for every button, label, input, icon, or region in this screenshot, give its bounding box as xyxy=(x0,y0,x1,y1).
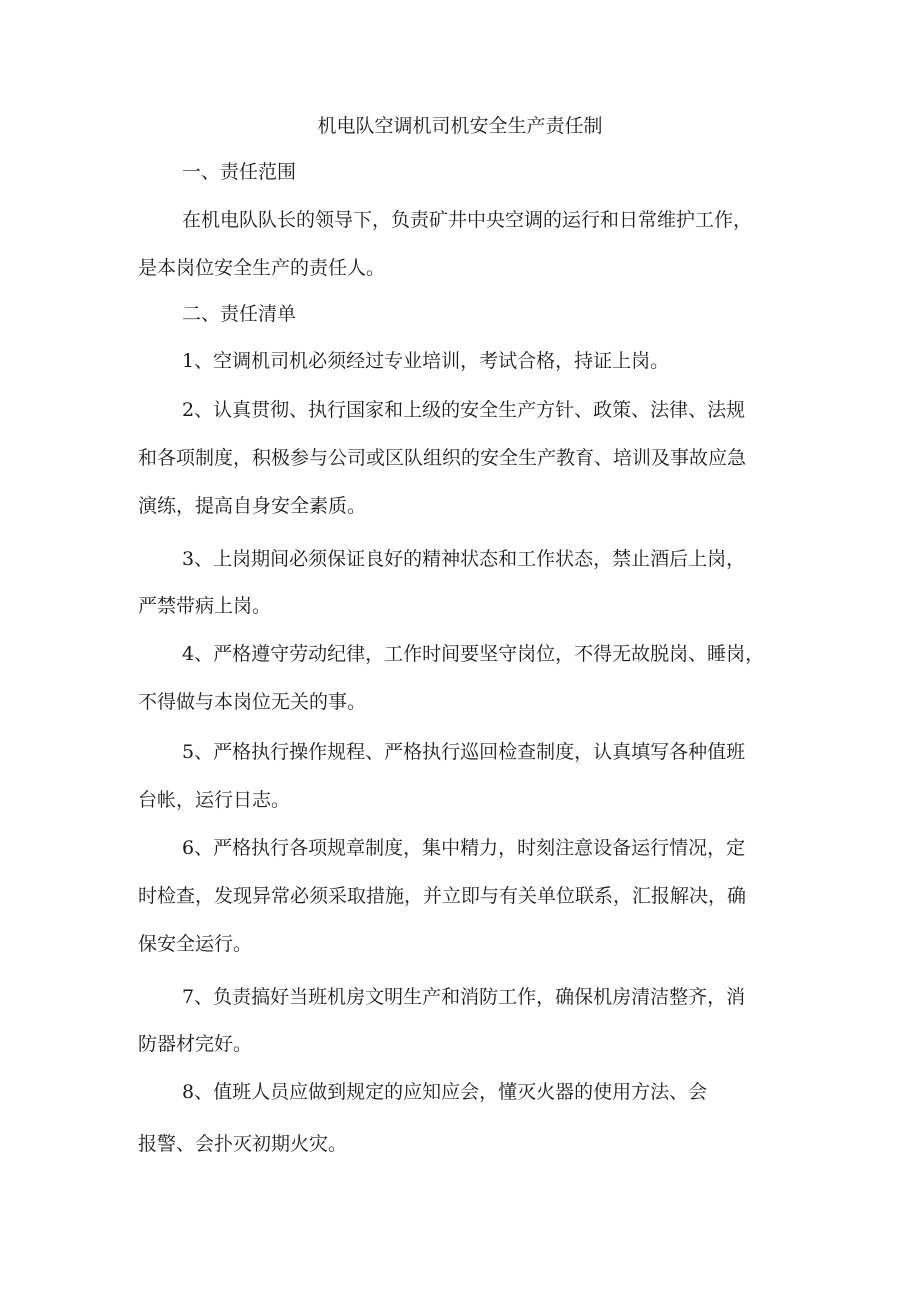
list-item-1-line: 1、空调机司机必须经过专业培训，考试合格，持证上岗。 xyxy=(182,350,670,372)
list-item-4-line: 不得做与本岗位无关的事。 xyxy=(138,691,367,713)
list-item-2-line: 演练，提高自身安全素质。 xyxy=(138,495,367,517)
list-item-4-line: 4、严格遵守劳动纪律，工作时间要坚守岗位，不得无故脱岗、睡岗， xyxy=(182,643,765,665)
list-item-5-line: 5、严格执行操作规程、严格执行巡回检查制度，认真填写各种值班 xyxy=(182,741,746,763)
list-item-7-line: 防器材完好。 xyxy=(138,1033,253,1055)
list-item-2-line: 2、认真贯彻、执行国家和上级的安全生产方针、政策、法律、法规 xyxy=(182,399,746,421)
paragraph-line: 在机电队队长的领导下，负责矿井中央空调的运行和日常维护工作， xyxy=(182,209,753,231)
list-item-3-line: 3、上岗期间必须保证良好的精神状态和工作状态，禁止酒后上岗， xyxy=(182,548,746,570)
list-item-5-line: 台帐，运行日志。 xyxy=(138,789,291,811)
list-item-6-line: 保安全运行。 xyxy=(138,933,253,955)
list-item-7-line: 7、负责搞好当班机房文明生产和消防工作，确保机房清洁整齐，消 xyxy=(182,986,746,1008)
list-item-8-line: 8、值班人员应做到规定的应知应会，懂灭火器的使用方法、会 xyxy=(182,1081,708,1103)
list-item-8-line: 报警、会扑灭初期火灾。 xyxy=(138,1133,348,1155)
section-heading-scope: 一、责任范围 xyxy=(182,161,297,183)
paragraph-line: 是本岗位安全生产的责任人。 xyxy=(138,257,386,279)
list-item-2-line: 和各项制度，积极参与公司或区队组织的安全生产教育、培训及事故应急 xyxy=(138,447,747,469)
list-item-6-line: 6、严格执行各项规章制度，集中精力，时刻注意设备运行情况，定 xyxy=(182,837,746,859)
section-heading-list: 二、责任清单 xyxy=(182,303,297,325)
list-item-6-line: 时检查，发现异常必须采取措施，并立即与有关单位联系，汇报解决，确 xyxy=(138,885,747,907)
list-item-3-line: 严禁带病上岗。 xyxy=(138,595,272,617)
document-title: 机电队空调机司机安全生产责任制 xyxy=(317,115,603,137)
